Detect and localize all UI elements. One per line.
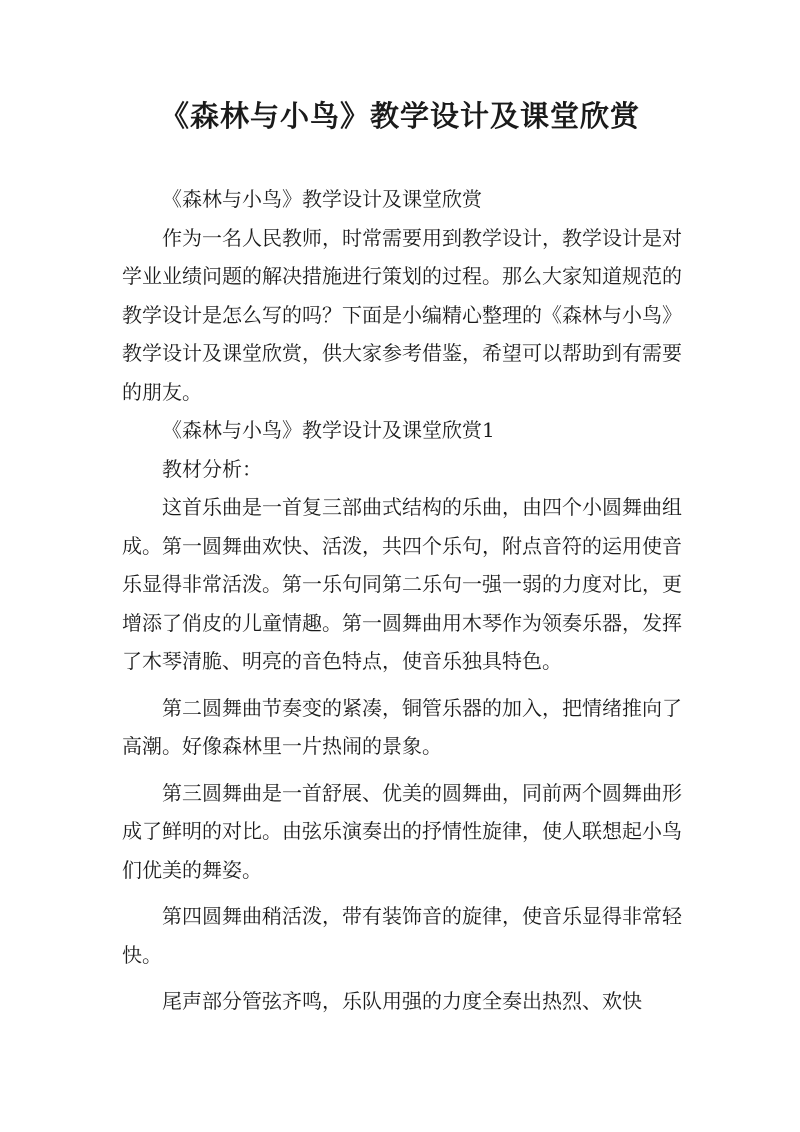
document-body xyxy=(122,180,682,1021)
paragraph-second-waltz: 第二圆舞曲节奏变的紧凑，铜管乐器的加入，把情绪推向了高潮。好像森林里一片热闹的景象。 xyxy=(122,695,682,758)
paragraph-intro: 作为一名人民教师，时常需要用到教学设计，教学设计是对学业业绩问题的解决措施进行策划的过程。那么大家知道规范的教学设计是怎么写的吗？下面是小编精心整理的《森林与小鸟》教学设计及课堂欣赏，供大家参考借鉴，希望可以帮助到有需要的朋友。 xyxy=(122,225,682,404)
document-title: 《森林与小鸟》教学设计及课堂欣赏 xyxy=(159,99,640,133)
paragraph-first-waltz: 这首乐曲是一首复三部曲式结构的乐曲，由四个小圆舞曲组成。第一圆舞曲欢快、活泼，共四个乐句，附点音符的运用使音乐显得非常活泼。第一乐句同第二乐句一强一弱的力度对比，更增添了俏皮的儿童情趣。第一圆舞曲用木琴作为领奏乐器，发挥了木琴清脆、明亮的音色特点，使音乐独具特色。 xyxy=(122,495,682,673)
paragraph-fourth-waltz: 第四圆舞曲稍活泼，带有装饰音的旋律，使音乐显得非常轻快。 xyxy=(122,904,682,967)
paragraph-analysis-heading: 教材分析： xyxy=(162,456,262,481)
paragraph-third-waltz: 第三圆舞曲是一首舒展、优美的圆舞曲，同前两个圆舞曲形成了鲜明的对比。由弦乐演奏出的抒情性旋律，使人联想起小鸟们优美的舞姿。 xyxy=(122,780,682,882)
paragraph-subtitle: 《森林与小鸟》教学设计及课堂欣赏 xyxy=(162,187,482,211)
paragraph-coda: 尾声部分管弦齐鸣，乐队用强的力度全奏出热烈、欢快 xyxy=(162,989,642,1013)
paragraph-section-heading: 《森林与小鸟》教学设计及课堂欣赏1 xyxy=(162,418,495,442)
